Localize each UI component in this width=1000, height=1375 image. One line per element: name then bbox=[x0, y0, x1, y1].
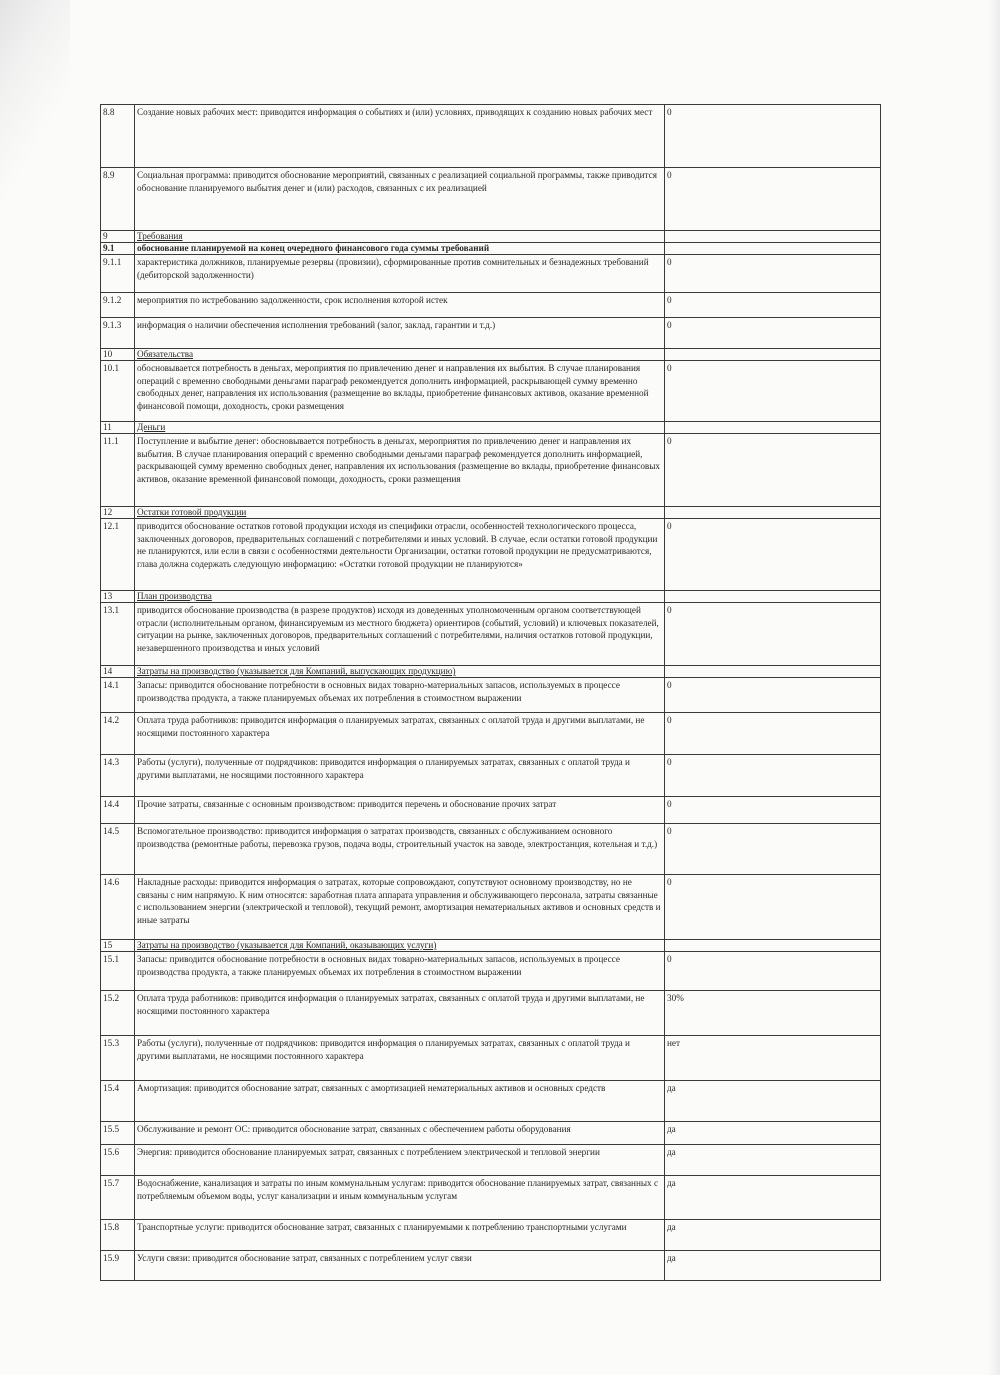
table-row bbox=[101, 243, 881, 255]
row-number: 14 bbox=[101, 666, 135, 678]
row-number: 9.1.3 bbox=[101, 318, 135, 349]
row-description: обоснование планируемой на конец очередного финансового года суммы требований bbox=[135, 243, 665, 255]
row-value bbox=[665, 231, 881, 243]
row-number: 11.1 bbox=[101, 434, 135, 507]
row-description: Транспортные услуги: приводится обоснование затрат, связанных с планируемыми к потреблению транспортными услугами bbox=[135, 1220, 665, 1251]
row-number: 15.2 bbox=[101, 991, 135, 1036]
table-row bbox=[101, 168, 881, 231]
row-number: 14.2 bbox=[101, 713, 135, 755]
scan-shadow-right bbox=[988, 0, 1000, 1375]
row-description: Затраты на производство (указывается для Компаний, выпускающих продукцию) bbox=[135, 666, 665, 678]
row-value: 0 bbox=[665, 797, 881, 824]
row-value bbox=[665, 422, 881, 434]
row-description: Оплата труда работников: приводится информация о планируемых затратах, связанных с оплатой труда и другими выплатами, не носящими постоянного характера bbox=[135, 713, 665, 755]
row-description: обосновывается потребность в деньгах, мероприятия по привлечению денег и направления их выбытия. В случае планирования операций с временно свободными деньгами параграф рекомендуется дополнить информацией, раскрывающей сумму временно свободных денег, направления их использования (размещение во вклады, приобретение финансовых активов, оказание временной финансовой помощи, доходность, сроки размещения bbox=[135, 361, 665, 422]
row-value: да bbox=[665, 1220, 881, 1251]
row-description: Обслуживание и ремонт ОС: приводится обоснование затрат, связанных с обеспечением работы оборудования bbox=[135, 1122, 665, 1145]
row-description: Социальная программа: приводится обоснование мероприятий, связанных с реализацией социальной программы, также приводится обоснование планируемого выбытия денег и (или) расходов, связанных с их реализацией bbox=[135, 168, 665, 231]
table-row bbox=[101, 991, 881, 1036]
row-description: Амортизация: приводится обоснование затрат, связанных с амортизацией нематериальных активов и основных средств bbox=[135, 1081, 665, 1122]
section-row bbox=[101, 507, 881, 519]
row-number: 14.3 bbox=[101, 755, 135, 797]
table-row bbox=[101, 293, 881, 318]
row-description: Запасы: приводится обоснование потребности в основных видах товарно-материальных запасов, используемых в процессе производства продукта, а также планируемых объемах их потребления в стоимостном выражении bbox=[135, 678, 665, 713]
row-description: приводится обоснование производства (в разрезе продуктов) исходя из доведенных уполномоченным органом соответствующей отрасли (исполнительным органом, финансируемым из местного бюджета) ориентиров (событий, условий) и ключевых показателей, ситуации на рынке, заключенных договоров, предварительных соглашений с потребителями, наличия остатков готовой продукции, незавершенного производства и иных условий bbox=[135, 603, 665, 666]
row-number: 15.9 bbox=[101, 1251, 135, 1281]
row-number: 8.8 bbox=[101, 105, 135, 168]
table-row bbox=[101, 1251, 881, 1281]
table-row bbox=[101, 713, 881, 755]
row-description: Энергия: приводится обоснование планируемых затрат, связанных с потреблением электрической и тепловой энергии bbox=[135, 1145, 665, 1176]
row-description: Обязательства bbox=[135, 349, 665, 361]
row-description: Работы (услуги), полученные от подрядчиков: приводится информация о планируемых затратах, связанных с оплатой труда и другими выплатами, не носящими постоянного характера bbox=[135, 755, 665, 797]
row-value bbox=[665, 507, 881, 519]
row-value: 30% bbox=[665, 991, 881, 1036]
row-number: 10 bbox=[101, 349, 135, 361]
requirements-table bbox=[100, 104, 881, 1281]
row-description: Создание новых рабочих мест: приводится информация о событиях и (или) условиях, приводящих к созданию новых рабочих мест bbox=[135, 105, 665, 168]
row-description: мероприятия по истребованию задолженности, срок исполнения которой истек bbox=[135, 293, 665, 318]
row-value: 0 bbox=[665, 875, 881, 940]
row-number: 14.5 bbox=[101, 824, 135, 875]
row-number: 14.1 bbox=[101, 678, 135, 713]
row-description: Водоснабжение, канализация и затраты по иным коммунальным услугам: приводится обоснование планируемых затрат, связанных с потребляемым объемом воды, услуг канализации и иным коммунальным услугам bbox=[135, 1176, 665, 1220]
row-value: 0 bbox=[665, 755, 881, 797]
row-number: 12.1 bbox=[101, 519, 135, 591]
table-body bbox=[101, 105, 881, 1281]
row-number: 14.6 bbox=[101, 875, 135, 940]
row-description: Требования bbox=[135, 231, 665, 243]
table-row bbox=[101, 361, 881, 422]
row-value: 0 bbox=[665, 434, 881, 507]
row-value: 0 bbox=[665, 824, 881, 875]
row-value: 0 bbox=[665, 318, 881, 349]
row-number: 13.1 bbox=[101, 603, 135, 666]
section-row bbox=[101, 940, 881, 952]
table-row bbox=[101, 952, 881, 991]
row-description: Поступление и выбытие денег: обосновывается потребность в деньгах, мероприятия по привлечению денег и направления их выбытия. В случае планирования операций с временно свободными деньгами параграф рекомендуется дополнить информацией, раскрывающей сумму временно свободных денег, направления их использования (размещение во вклады, приобретение финансовых активов, оказание временной финансовой помощи, доходность, сроки размещения bbox=[135, 434, 665, 507]
table-row bbox=[101, 1081, 881, 1122]
row-value: да bbox=[665, 1176, 881, 1220]
section-row bbox=[101, 231, 881, 243]
table-row bbox=[101, 824, 881, 875]
table-row bbox=[101, 105, 881, 168]
table-row bbox=[101, 678, 881, 713]
row-value: 0 bbox=[665, 678, 881, 713]
row-description: Запасы: приводится обоснование потребности в основных видах товарно-материальных запасов, используемых в процессе производства продукта, а также планируемых объемах их потребления в стоимостном выражении bbox=[135, 952, 665, 991]
row-description: Деньги bbox=[135, 422, 665, 434]
section-row bbox=[101, 591, 881, 603]
row-value: да bbox=[665, 1145, 881, 1176]
row-value bbox=[665, 243, 881, 255]
row-number: 12 bbox=[101, 507, 135, 519]
row-number: 15 bbox=[101, 940, 135, 952]
row-value: да bbox=[665, 1251, 881, 1281]
table-row bbox=[101, 603, 881, 666]
row-number: 15.8 bbox=[101, 1220, 135, 1251]
table-row bbox=[101, 434, 881, 507]
table-row bbox=[101, 1145, 881, 1176]
row-number: 8.9 bbox=[101, 168, 135, 231]
row-number: 11 bbox=[101, 422, 135, 434]
row-description: Оплата труда работников: приводится информация о планируемых затратах, связанных с оплатой труда и другими выплатами, не носящими постоянного характера bbox=[135, 991, 665, 1036]
row-number: 15.3 bbox=[101, 1036, 135, 1081]
row-description: информация о наличии обеспечения исполнения требований (залог, заклад, гарантии и т.д.) bbox=[135, 318, 665, 349]
table-row bbox=[101, 1036, 881, 1081]
row-description: Затраты на производство (указывается для Компаний, оказывающих услуги) bbox=[135, 940, 665, 952]
row-number: 14.4 bbox=[101, 797, 135, 824]
row-value bbox=[665, 591, 881, 603]
table-row bbox=[101, 519, 881, 591]
row-description: Работы (услуги), полученные от подрядчиков: приводится информация о планируемых затратах, связанных с оплатой труда и другими выплатами, не носящими постоянного характера bbox=[135, 1036, 665, 1081]
row-number: 9.1.1 bbox=[101, 255, 135, 293]
row-description: Накладные расходы: приводится информация о затратах, которые сопровождают, сопутствуют основному производству, но не связаны с ним напрямую. К ним относятся: заработная плата аппарата управления и обслуживающего персонала, затраты связанные с использованием энергии (электрической и тепловой), текущий ремонт, амортизация нематериальных активов и основных средств и иные затраты bbox=[135, 875, 665, 940]
row-number: 10.1 bbox=[101, 361, 135, 422]
row-number: 15.4 bbox=[101, 1081, 135, 1122]
scan-shadow-left bbox=[0, 0, 70, 260]
section-row bbox=[101, 349, 881, 361]
row-value: да bbox=[665, 1122, 881, 1145]
table-row bbox=[101, 755, 881, 797]
row-number: 9 bbox=[101, 231, 135, 243]
row-value: 0 bbox=[665, 255, 881, 293]
row-number: 9.1.2 bbox=[101, 293, 135, 318]
row-value: 0 bbox=[665, 713, 881, 755]
row-description: План производства bbox=[135, 591, 665, 603]
table-row bbox=[101, 797, 881, 824]
section-row bbox=[101, 422, 881, 434]
row-value: 0 bbox=[665, 293, 881, 318]
row-number: 15.5 bbox=[101, 1122, 135, 1145]
table-row bbox=[101, 1220, 881, 1251]
table-row bbox=[101, 255, 881, 293]
row-number: 13 bbox=[101, 591, 135, 603]
row-value: 0 bbox=[665, 361, 881, 422]
row-value: 0 bbox=[665, 952, 881, 991]
table-row bbox=[101, 875, 881, 940]
row-description: Вспомогательное производство: приводится информация о затратах производств, связанных с обслуживанием основного производства (ремонтные работы, перевозка грузов, подача воды, строительный участок на заводе, электростанция, котельная и т.д.) bbox=[135, 824, 665, 875]
document-page bbox=[100, 104, 880, 1281]
row-value: 0 bbox=[665, 105, 881, 168]
row-number: 15.7 bbox=[101, 1176, 135, 1220]
row-value: 0 bbox=[665, 519, 881, 591]
section-row bbox=[101, 666, 881, 678]
table-row bbox=[101, 318, 881, 349]
row-description: приводится обоснование остатков готовой продукции исходя из специфики отрасли, особенностей технологического процесса, заключенных договоров, предварительных соглашений с потребителями и иных условий. В случае, если остатки готовой продукции не планируются, или если в связи с особенностями деятельности Организации, остатки готовой продукции не предусматриваются, глава должна содержать следующую информацию: «Остатки готовой продукции не планируются» bbox=[135, 519, 665, 591]
row-description: Остатки готовой продукции bbox=[135, 507, 665, 519]
row-value: да bbox=[665, 1081, 881, 1122]
row-value: 0 bbox=[665, 168, 881, 231]
row-description: характеристика должников, планируемые резервы (провизии), сформированные против сомнительных и безнадежных требований (дебиторской задолженности) bbox=[135, 255, 665, 293]
row-description: Прочие затраты, связанные с основным производством: приводится перечень и обоснование прочих затрат bbox=[135, 797, 665, 824]
table-row bbox=[101, 1176, 881, 1220]
row-value bbox=[665, 349, 881, 361]
row-number: 9.1 bbox=[101, 243, 135, 255]
table-row bbox=[101, 1122, 881, 1145]
row-value bbox=[665, 666, 881, 678]
row-value: 0 bbox=[665, 603, 881, 666]
row-value bbox=[665, 940, 881, 952]
row-number: 15.6 bbox=[101, 1145, 135, 1176]
row-number: 15.1 bbox=[101, 952, 135, 991]
row-value: нет bbox=[665, 1036, 881, 1081]
row-description: Услуги связи: приводится обоснование затрат, связанных с потреблением услуг связи bbox=[135, 1251, 665, 1281]
